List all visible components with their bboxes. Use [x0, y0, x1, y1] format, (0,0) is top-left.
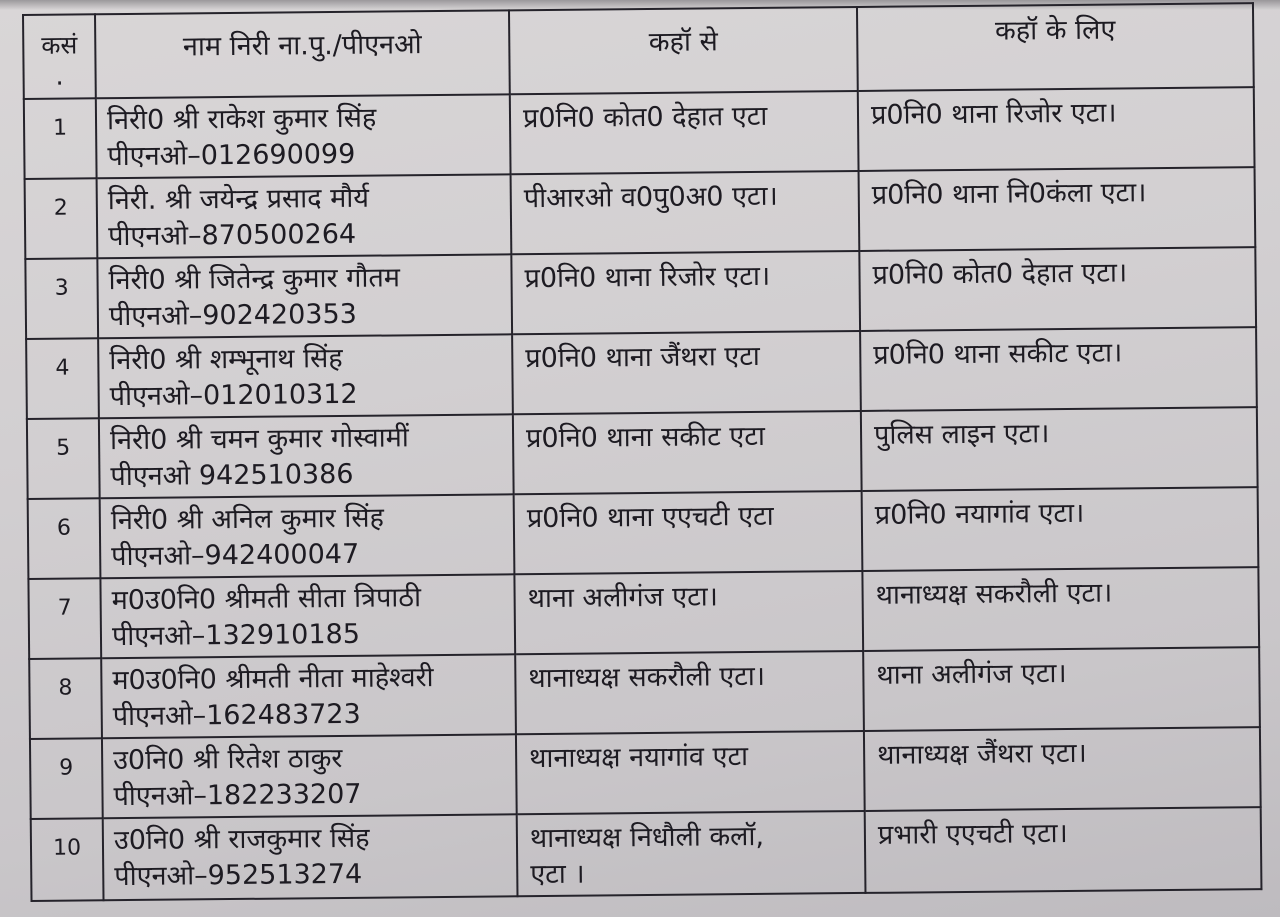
from-location: थानाध्यक्ष निधौली कलॉ,	[529, 820, 765, 855]
serial-cell: 8	[29, 658, 102, 739]
officer-name: म0उ0नि0 श्रीमती सीता त्रिपाठी	[111, 582, 422, 617]
officer-cell	[100, 574, 515, 658]
header-from: कहॉ से	[509, 7, 858, 94]
to-cell	[862, 567, 1259, 651]
to-cell	[859, 247, 1256, 331]
serial-cell: 3	[25, 258, 98, 339]
officer-cell	[102, 734, 517, 818]
officer-name: म0उ0नि0 श्रीमती नीता माहेश्वरी	[112, 662, 434, 697]
to-location: प्र0नि0 थाना सकीट एटा।	[873, 337, 1123, 371]
table-row	[27, 407, 1258, 499]
to-cell	[863, 647, 1260, 731]
from-cell	[516, 731, 865, 814]
officer-cell	[99, 414, 514, 498]
table-row	[25, 167, 1256, 259]
serial-cell: 1	[24, 98, 97, 179]
header-serial-dot: .	[55, 61, 64, 92]
to-cell	[861, 407, 1258, 491]
to-location: प्र0नि0 थाना रिजोर एटा।	[870, 97, 1117, 131]
officer-pno: पीएनओ–132910185	[111, 618, 361, 653]
table-row	[26, 327, 1257, 419]
officer-cell	[98, 334, 513, 418]
officer-pno: पीएनओ–182233207	[113, 778, 362, 813]
serial-cell: 10	[31, 818, 104, 901]
officer-cell	[97, 254, 512, 338]
officer-cell	[103, 814, 518, 900]
officer-pno: पीएनओ–952513274	[114, 858, 363, 893]
table-row	[31, 807, 1262, 901]
officer-name: निरी0 श्री जितेन्द्र कुमार गौतम	[108, 262, 401, 297]
table-row	[28, 487, 1259, 579]
officer-pno: पीएनओ–012690099	[107, 138, 356, 173]
to-cell	[864, 727, 1261, 811]
table-row	[30, 727, 1261, 819]
from-location: प्र0नि0 थाना सकीट एटा	[525, 420, 766, 455]
serial-cell: 2	[25, 178, 98, 259]
from-location-line2: एटा ।	[530, 858, 585, 891]
header-row	[23, 3, 1254, 99]
officer-name: उ0नि0 श्री राजकुमार सिंह	[113, 822, 370, 857]
to-location: प्र0नि0 कोत0 देहात एटा।	[872, 257, 1128, 291]
officer-pno: पीएनओ–902420353	[108, 298, 358, 333]
from-cell	[511, 171, 860, 254]
officer-cell	[97, 174, 512, 258]
header-name: नाम निरी ना.पु./पीएनओ	[95, 10, 510, 98]
from-cell	[510, 91, 859, 174]
to-location: प्र0नि0 नयागांव एटा।	[874, 497, 1085, 531]
from-cell	[517, 811, 866, 896]
officer-pno: पीएनओ–012010312	[109, 378, 358, 413]
officer-cell	[96, 94, 511, 178]
serial-cell: 5	[27, 418, 100, 499]
from-cell	[512, 331, 861, 414]
officer-name: उ0नि0 श्री रितेश ठाकुर	[113, 742, 343, 777]
officer-name: निरी0 श्री राकेश कुमार सिंह	[106, 102, 377, 137]
from-cell	[511, 251, 860, 334]
officer-pno: पीएनओ–870500264	[107, 218, 357, 253]
to-location: थाना अलीगंज एटा।	[876, 658, 1067, 691]
to-cell	[859, 167, 1256, 251]
to-location: प्रभारी एएचटी एटा।	[877, 817, 1068, 851]
document-sheet	[22, 2, 1260, 893]
serial-cell: 7	[28, 578, 101, 659]
table-row	[25, 247, 1256, 339]
from-location: पीआरओ व0पु0अ0 एटा।	[523, 180, 778, 215]
header-serial-label: कसं	[41, 30, 78, 60]
table-row	[29, 647, 1260, 739]
header-to: कहॉ के लिए	[857, 3, 1254, 91]
from-location: प्र0नि0 कोत0 देहात एटा	[522, 100, 768, 135]
serial-cell: 6	[28, 498, 101, 579]
from-cell	[515, 651, 864, 734]
to-location: पुलिस लाइन एटा।	[873, 418, 1050, 451]
to-cell	[862, 487, 1259, 571]
to-location: प्र0नि0 थाना नि0कंला एटा।	[871, 177, 1147, 211]
table-row	[28, 567, 1259, 659]
from-location: प्र0नि0 थाना एएचटी एटा	[526, 500, 774, 535]
from-location: प्र0नि0 थाना रिजोर एटा।	[524, 260, 771, 295]
header-serial	[23, 14, 96, 99]
officer-name: निरी0 श्री चमन कुमार गोस्वामीं	[109, 422, 409, 457]
transfer-table	[22, 2, 1262, 902]
from-location: थाना अलीगंज एटा।	[527, 581, 719, 615]
table-row	[24, 87, 1255, 179]
officer-cell	[100, 494, 515, 578]
officer-name: निरी0 श्री अनिल कुमार सिंह	[110, 502, 385, 537]
to-cell	[858, 87, 1255, 171]
to-cell	[865, 807, 1262, 893]
officer-pno: पीएनओ 942510386	[110, 458, 354, 493]
to-cell	[860, 327, 1257, 411]
officer-name: निरी0 श्री शम्भूनाथ सिंह	[109, 342, 343, 377]
from-location: थानाध्यक्ष सकरौली एटा।	[528, 660, 766, 695]
officer-name: निरी. श्री जयेन्द्र प्रसाद मौर्य	[107, 182, 370, 217]
officer-cell	[101, 654, 516, 738]
officer-pno: पीएनओ–162483723	[112, 698, 361, 733]
to-location: थानाध्यक्ष जैंथरा एटा।	[877, 737, 1087, 771]
from-cell	[514, 491, 863, 574]
to-location: थानाध्यक्ष सकरौली एटा।	[875, 577, 1113, 611]
officer-pno: पीएनओ–942400047	[111, 538, 360, 573]
serial-cell: 4	[26, 338, 99, 419]
serial-cell: 9	[30, 738, 103, 819]
from-location: थानाध्यक्ष नयागांव एटा	[529, 741, 749, 775]
from-cell	[513, 411, 862, 494]
from-location: प्र0नि0 थाना जैंथरा एटा	[525, 340, 761, 375]
from-cell	[514, 571, 863, 654]
